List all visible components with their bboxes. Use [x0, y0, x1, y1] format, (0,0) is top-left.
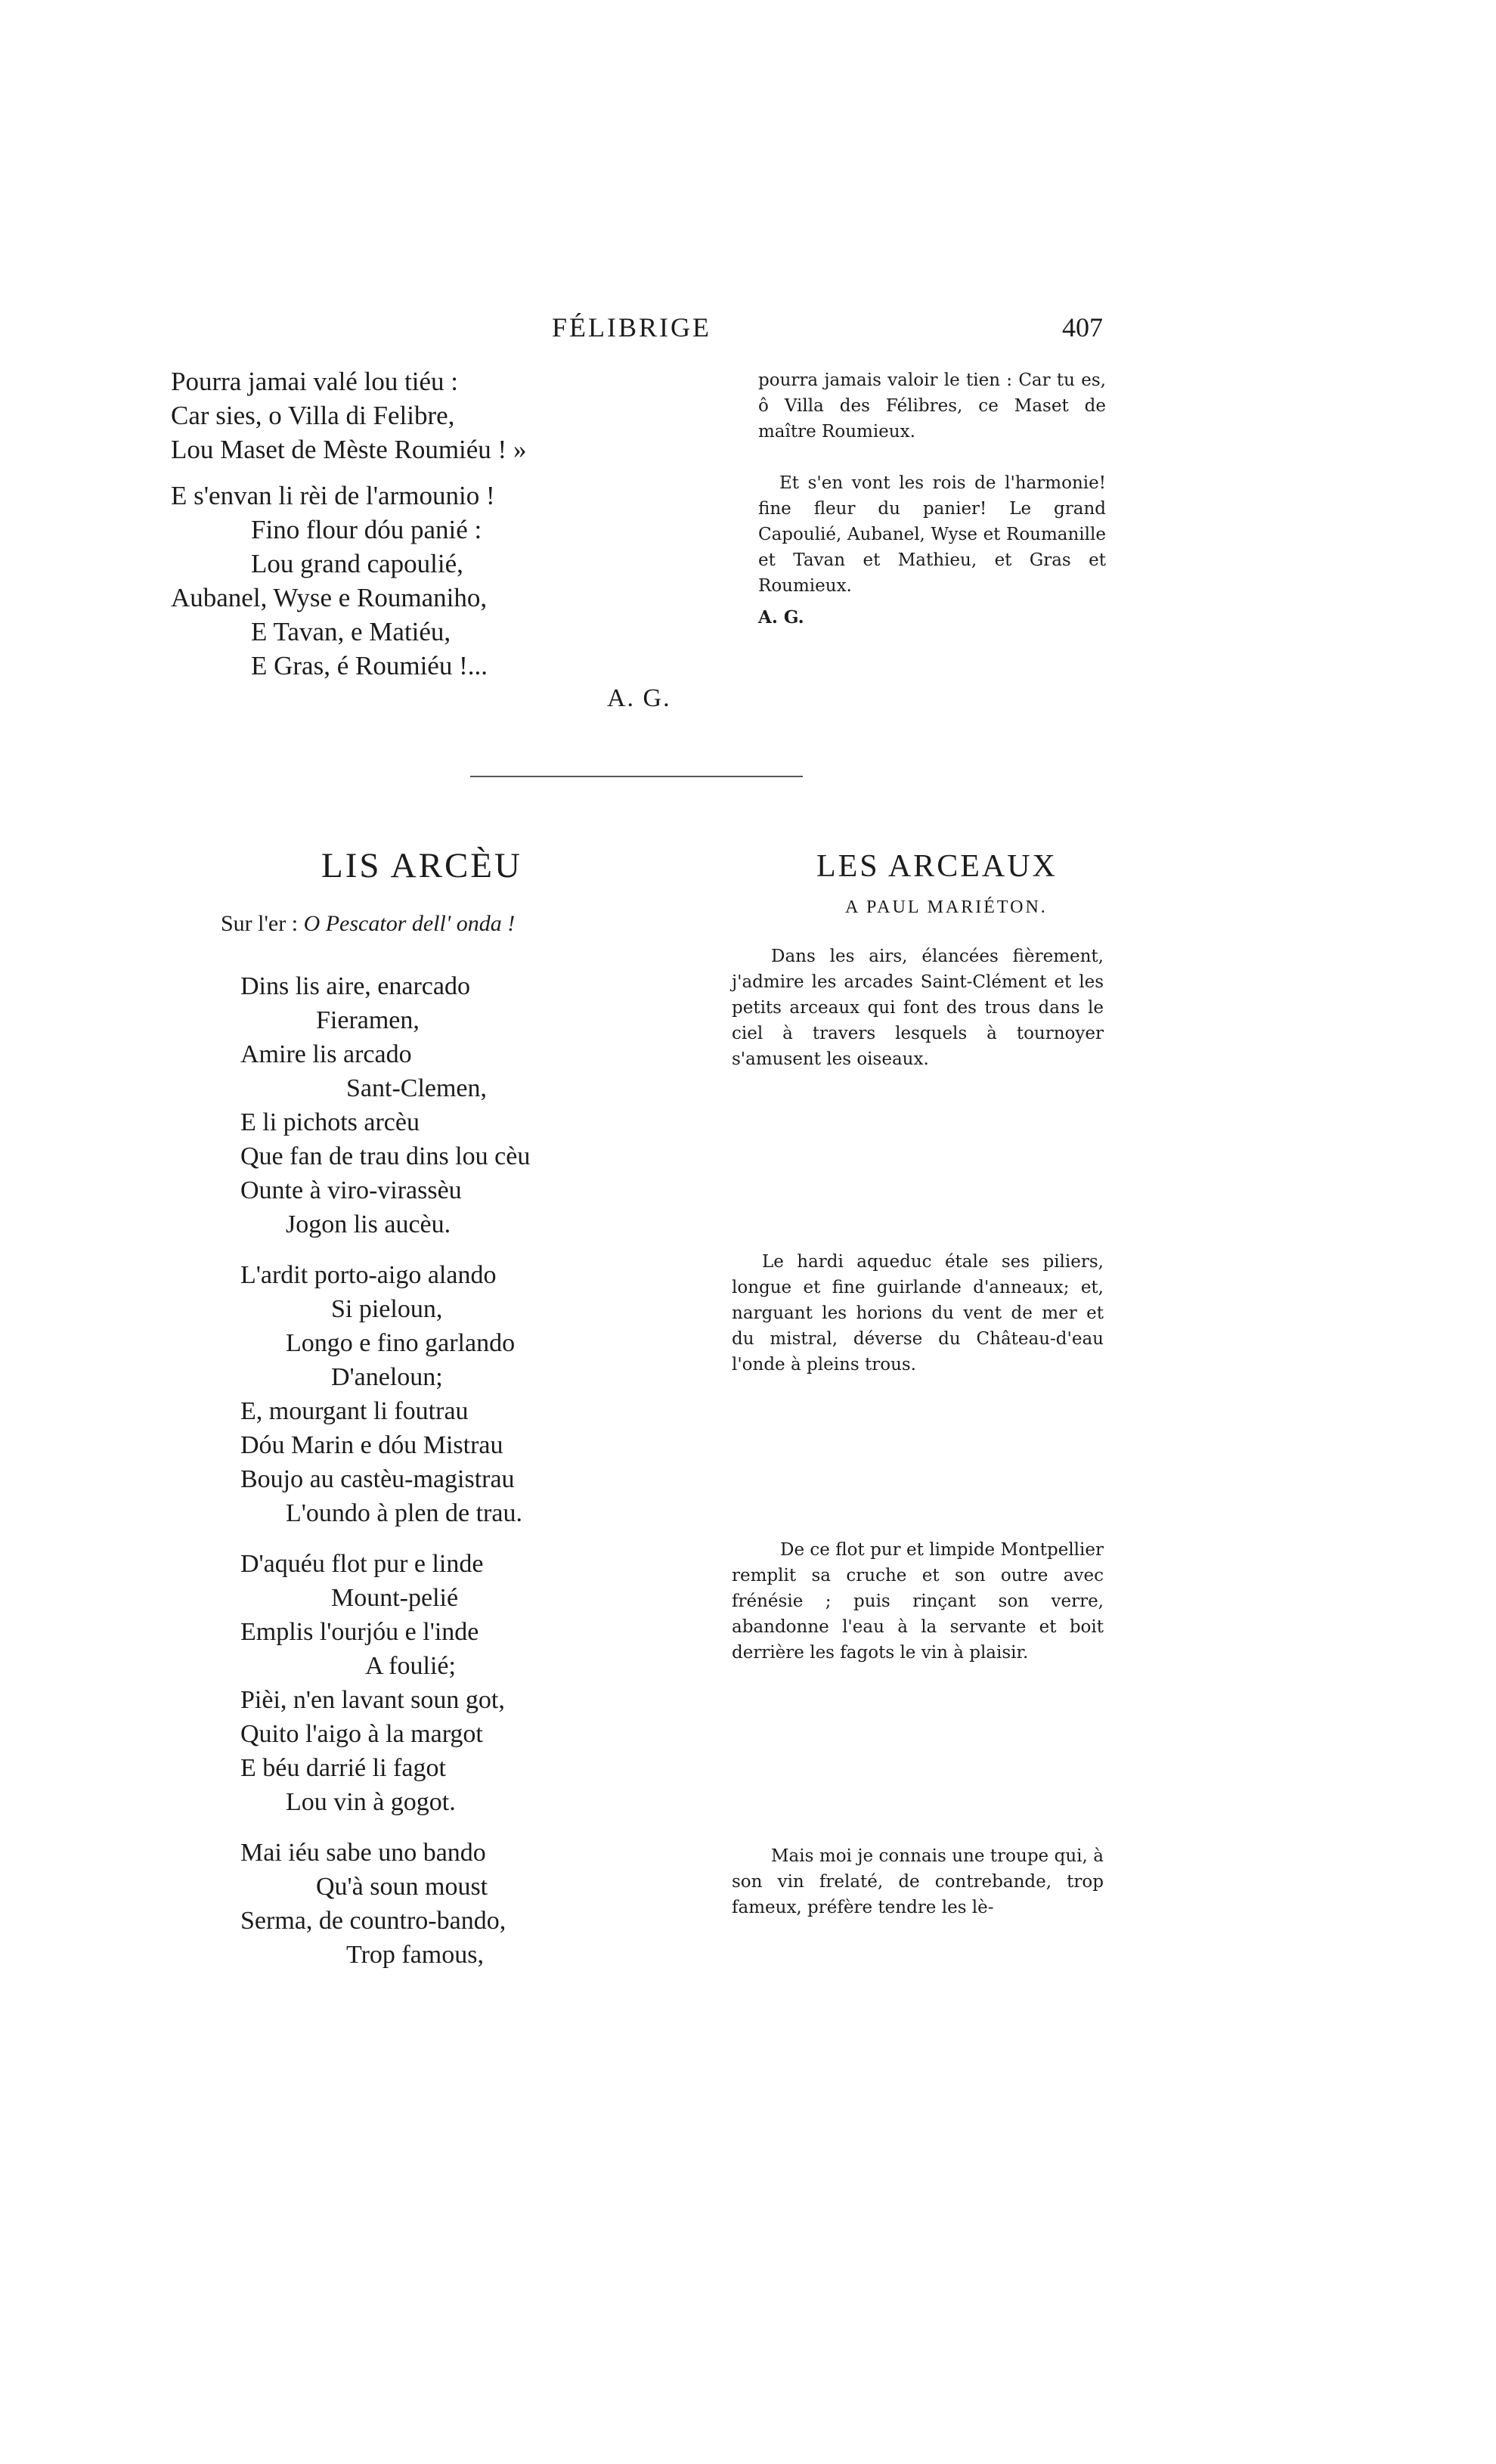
translation-paragraph-4: Mais moi je connais une troupe qui, à son vin frelaté, de contrebande, trop fameux, préfère tendre les lè-	[732, 1846, 1104, 1917]
verse-line: E béu darrié li fagot	[240, 1754, 446, 1782]
verse-line: Trop famous,	[346, 1941, 484, 1969]
verse-line: D'aquéu flot pur e linde	[240, 1550, 484, 1578]
translation-paragraph-1: Dans les airs, élancées fièrement, j'admire les arcades Saint-Clément et les petits arceaux qui font des trous dans le ciel à travers lesquels à tournoyer s'amusent les oiseaux.	[732, 947, 1104, 1069]
verse-line: Fino flour dóu panié :	[251, 515, 482, 544]
verse-line: Lou Maset de Mèste Roumiéu ! »	[171, 435, 527, 464]
translation-paragraph-3: De ce flot pur et limpide Montpellier remplit sa cruche et son outre avec frénésie ; puis rinçant son verre, abandonne l'eau à la servante et boit derrière les fagots le vin à plaisir.	[732, 1540, 1104, 1663]
verse-line: Amire lis arcado	[240, 1040, 412, 1068]
translation-title: LES ARCEAUX	[816, 849, 1058, 884]
verse-line: Mai iéu sabe uno bando	[240, 1839, 486, 1867]
poem-stanza-1	[240, 969, 530, 1241]
top-prose-paragraph-1: pourra jamais valoir le tien : Car tu es, ô Villa des Félibres, ce Maset de maître Roumieux.	[758, 370, 1106, 442]
top-prose-signature: A. G.	[758, 607, 804, 628]
air-title: O Pescator dell' onda !	[303, 911, 516, 936]
poem-air	[221, 911, 515, 937]
verse-line: Longo e fino garlando	[286, 1329, 516, 1357]
verse-line: Mount-pelié	[331, 1584, 459, 1612]
verse-line: Jogon lis aucèu.	[286, 1210, 451, 1238]
top-prose-paragraph-2: Et s'en vont les rois de l'harmonie! fine fleur du panier! Le grand Capoulié, Aubanel, Wyse et Roumanille et Tavan et Mathieu, et Gras et Roumieux.	[758, 473, 1106, 596]
verse-line: Lou grand capoulié,	[251, 549, 463, 578]
verse-line: D'aneloun;	[331, 1363, 443, 1391]
translation-dedication: A PAUL MARIÉTON.	[845, 897, 1048, 917]
poem-stanza-3	[240, 1547, 530, 1819]
verse-line: Fieramen,	[316, 1006, 420, 1034]
verse-line: E li pichots arcèu	[240, 1108, 420, 1136]
top-verse	[171, 364, 526, 695]
top-verse-stanza-1	[171, 364, 526, 466]
verse-line: Serma, de countro-bando,	[240, 1907, 506, 1935]
verse-line: Car sies, o Villa di Felibre,	[171, 401, 455, 430]
verse-line: Dins lis aire, enarcado	[240, 972, 470, 1000]
verse-line: Aubanel, Wyse e Roumaniho,	[171, 583, 488, 612]
running-head-title: FÉLIBRIGE	[552, 312, 711, 342]
section-divider	[470, 776, 803, 777]
verse-line: Qu'à soun moust	[316, 1873, 488, 1901]
verse-line: Si pieloun,	[331, 1295, 443, 1323]
verse-line: L'ardit porto-aigo alando	[240, 1261, 497, 1289]
verse-line: Pourra jamai valé lou tiéu :	[171, 367, 459, 396]
poem-verse	[240, 969, 530, 1984]
air-prefix: Sur l'er :	[221, 911, 304, 936]
verse-line: Dóu Marin e dóu Mistrau	[240, 1431, 503, 1459]
verse-line: E Gras, é Roumiéu !...	[251, 651, 488, 680]
poem-stanza-4	[240, 1836, 530, 1972]
verse-line: Pièi, n'en lavant soun got,	[240, 1686, 505, 1714]
verse-line: E, mourgant li foutrau	[240, 1397, 469, 1425]
verse-line: A foulié;	[365, 1652, 456, 1680]
verse-line: Ounte à viro-virassèu	[240, 1176, 462, 1204]
verse-line: Lou vin à gogot.	[286, 1788, 456, 1816]
verse-line: Quito l'aigo à la margot	[240, 1720, 483, 1748]
page-number: 407	[1062, 312, 1103, 342]
verse-line: Emplis l'ourjóu e l'inde	[240, 1618, 479, 1646]
verse-line: Que fan de trau dins lou cèu	[240, 1142, 531, 1170]
verse-line: E Tavan, e Matiéu,	[251, 617, 451, 646]
verse-line: Boujo au castèu-magistrau	[240, 1465, 515, 1493]
top-verse-signature: A. G.	[607, 684, 671, 712]
verse-line: E s'envan li rèi de l'armounio !	[171, 481, 495, 510]
poem-stanza-2	[240, 1258, 530, 1530]
verse-line: L'oundo à plen de trau.	[286, 1499, 522, 1527]
verse-line: Sant-Clemen,	[346, 1074, 488, 1102]
top-verse-stanza-2	[171, 479, 526, 683]
poem-title: LIS ARCÈU	[321, 846, 522, 885]
top-prose	[758, 367, 1106, 631]
translation-paragraph-2: Le hardi aqueduc étale ses piliers, longue et fine guirlande d'anneaux; et, narguant les horions du vent de mer et du mistral, déverse du Château-d'eau l'onde à pleins trous.	[732, 1252, 1104, 1375]
